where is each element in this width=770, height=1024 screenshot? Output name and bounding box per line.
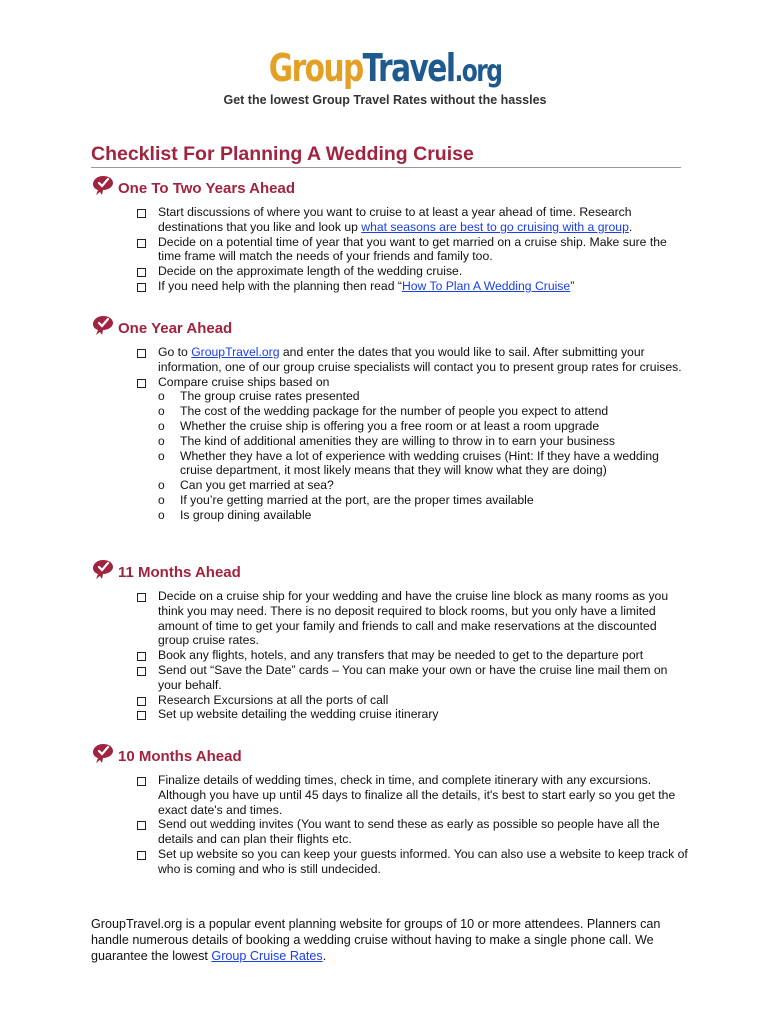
- checkbox-icon[interactable]: [137, 283, 146, 292]
- checkbox-icon[interactable]: [137, 851, 146, 860]
- sub-item-text: The cost of the wedding package for the number of people you expect to attend: [180, 404, 609, 419]
- ribbon-check-icon: [91, 742, 115, 764]
- section-title: One To Two Years Ahead: [118, 180, 295, 197]
- checklist-item: [91, 847, 690, 877]
- checklist-item: [91, 817, 690, 847]
- sub-list-item: [158, 478, 690, 493]
- sub-list: [158, 389, 690, 522]
- ribbon-check-icon: [91, 314, 115, 336]
- checkbox-icon[interactable]: [137, 349, 146, 358]
- section-one-to-two-years: [91, 180, 691, 294]
- logo-org: .org: [454, 54, 502, 89]
- circle-bullet-icon: o: [158, 418, 165, 433]
- item-text: Send out “Save the Date” cards – You can make your own or have the cruise line mail them on your behalf.: [158, 662, 668, 692]
- item-text-end: .: [628, 219, 633, 234]
- sub-list-item: [158, 404, 690, 419]
- sub-item-text: Whether the cruise ship is offering you a free room or at least a room upgrade: [180, 418, 600, 433]
- section-title: One Year Ahead: [118, 320, 233, 337]
- ribbon-check-icon: [91, 558, 115, 580]
- checkbox-icon[interactable]: [137, 697, 146, 706]
- logo-travel: Travel: [362, 46, 455, 90]
- circle-bullet-icon: o: [158, 492, 165, 507]
- item-text: If you need help with the planning then read “: [158, 278, 402, 293]
- title-divider: [91, 167, 681, 168]
- circle-bullet-icon: o: [158, 507, 165, 522]
- checklist-item: [91, 205, 690, 235]
- item-text-end: and enter the dates that you would like to sail. After submitting your information, one of our group cruise specialists will contact you to present group rates for cruises.: [158, 345, 682, 374]
- item-text: Send out wedding invites (You want to send these as early as possible so people have all the details and can plan their flights etc.: [158, 817, 660, 847]
- item-text-end: ”: [570, 278, 575, 293]
- circle-bullet-icon: o: [158, 448, 165, 463]
- item-text: Decide on a cruise ship for your wedding and have the cruise line block as many rooms as you think you may need. There is no deposit required to block rooms, but you only have a limited amount of time to get your family and friends to call and make reservations at the discounted group cruise rates.: [158, 589, 669, 648]
- sub-list-item: [158, 434, 690, 449]
- section-10-months: [91, 748, 691, 877]
- section-11-months: [91, 564, 691, 722]
- sub-list-item: [158, 508, 690, 523]
- circle-bullet-icon: o: [158, 478, 165, 493]
- checkbox-icon[interactable]: [137, 593, 146, 602]
- logo-tagline: Get the lowest Group Travel Rates without the hassles: [223, 93, 547, 107]
- checklist-item: [91, 773, 690, 817]
- item-text: Go to: [158, 345, 192, 359]
- checkbox-icon[interactable]: [137, 239, 146, 248]
- checklist: [91, 589, 691, 722]
- sub-item-text: Whether they have a lot of experience with wedding cruises (Hint: If they have a wedding cruise department, it most likely means that they will know what they are doing): [180, 448, 659, 478]
- sub-item-text: Is group dining available: [180, 507, 312, 522]
- sub-list-item: [158, 389, 690, 404]
- checkbox-icon[interactable]: [137, 777, 146, 786]
- sub-item-text: If you’re getting married at the port, are the proper times available: [180, 492, 534, 507]
- checkbox-icon[interactable]: [137, 821, 146, 830]
- footer-link[interactable]: Group Cruise Rates: [211, 949, 323, 963]
- item-text: Decide on a potential time of year that you want to get married on a cruise ship. Make sure the time frame will match the needs of your friends and family too.: [158, 234, 667, 264]
- item-text: Set up website so you can keep your guests informed. You can also use a website to keep track of who is coming and who is still undecided.: [158, 846, 688, 876]
- item-text: Compare cruise ships based on: [158, 374, 330, 389]
- checkbox-icon[interactable]: [137, 209, 146, 218]
- logo-wordmark: [269, 44, 502, 96]
- checklist: [91, 345, 691, 523]
- checklist-item: [91, 264, 690, 279]
- checklist: [91, 205, 691, 294]
- checkbox-icon[interactable]: [137, 667, 146, 676]
- circle-bullet-icon: o: [158, 404, 165, 419]
- checklist-item: [91, 235, 690, 265]
- sub-item-text: The kind of additional amenities they are willing to throw in to earn your business: [180, 433, 615, 448]
- logo: [0, 44, 770, 96]
- checklist-item: [91, 693, 690, 708]
- section-header: [91, 564, 691, 586]
- checklist-item: [91, 375, 690, 523]
- page-title: Checklist For Planning A Wedding Cruise: [91, 143, 474, 165]
- item-text: Decide on the approximate length of the wedding cruise.: [158, 264, 463, 279]
- section-header: [91, 320, 691, 342]
- item-text: Set up website detailing the wedding cruise itinerary: [158, 707, 439, 722]
- checkbox-icon[interactable]: [137, 379, 146, 388]
- checklist: [91, 773, 691, 877]
- checklist-item: [91, 648, 690, 663]
- section-header: [91, 748, 691, 770]
- item-link[interactable]: GroupTravel.org: [191, 345, 280, 359]
- item-link[interactable]: what seasons are best to go cruising with a group: [361, 219, 629, 234]
- item-text: Start discussions of where you want to cruise to at least a year ahead of time. Research destinations that you like and look up: [158, 205, 632, 234]
- item-link[interactable]: How To Plan A Wedding Cruise: [401, 278, 571, 293]
- checkbox-icon[interactable]: [137, 711, 146, 720]
- sub-list-item: [158, 493, 690, 508]
- checklist-item: [91, 279, 690, 294]
- checklist-item: [91, 707, 690, 722]
- section-title: 11 Months Ahead: [118, 564, 241, 581]
- checklist-item: [91, 589, 690, 648]
- sub-item-text: The group cruise rates presented: [180, 389, 360, 404]
- section-one-year: [91, 320, 691, 523]
- ribbon-check-icon: [91, 174, 115, 196]
- sub-list-item: [158, 419, 690, 434]
- logo-group: Group: [268, 46, 363, 90]
- checklist-item: [91, 345, 690, 375]
- footer-paragraph: [91, 916, 691, 964]
- circle-bullet-icon: o: [158, 389, 165, 404]
- sub-list-item: [158, 449, 690, 479]
- section-title: 10 Months Ahead: [118, 748, 242, 765]
- section-header: [91, 180, 691, 202]
- footer-text: GroupTravel.org is a popular event planning website for groups of 10 or more attendees. Planners can handle numerous details of booking a wedding cruise without having to make a single phone call. We guarantee the lowest: [91, 917, 661, 963]
- checkbox-icon[interactable]: [137, 268, 146, 277]
- item-text: Research Excursions at all the ports of call: [158, 692, 389, 707]
- sub-item-text: Can you get married at sea?: [180, 478, 334, 493]
- checkbox-icon[interactable]: [137, 652, 146, 661]
- footer-text-end: .: [322, 949, 327, 963]
- item-text: Book any flights, hotels, and any transfers that may be needed to get to the departure port: [158, 648, 644, 663]
- item-text: Finalize details of wedding times, check in time, and complete itinerary with any excursions. Although you have up until 45 days to finalize all the details, it's best to start early so you get the exact date's and times.: [158, 773, 676, 817]
- checklist-item: [91, 663, 690, 693]
- circle-bullet-icon: o: [158, 433, 165, 448]
